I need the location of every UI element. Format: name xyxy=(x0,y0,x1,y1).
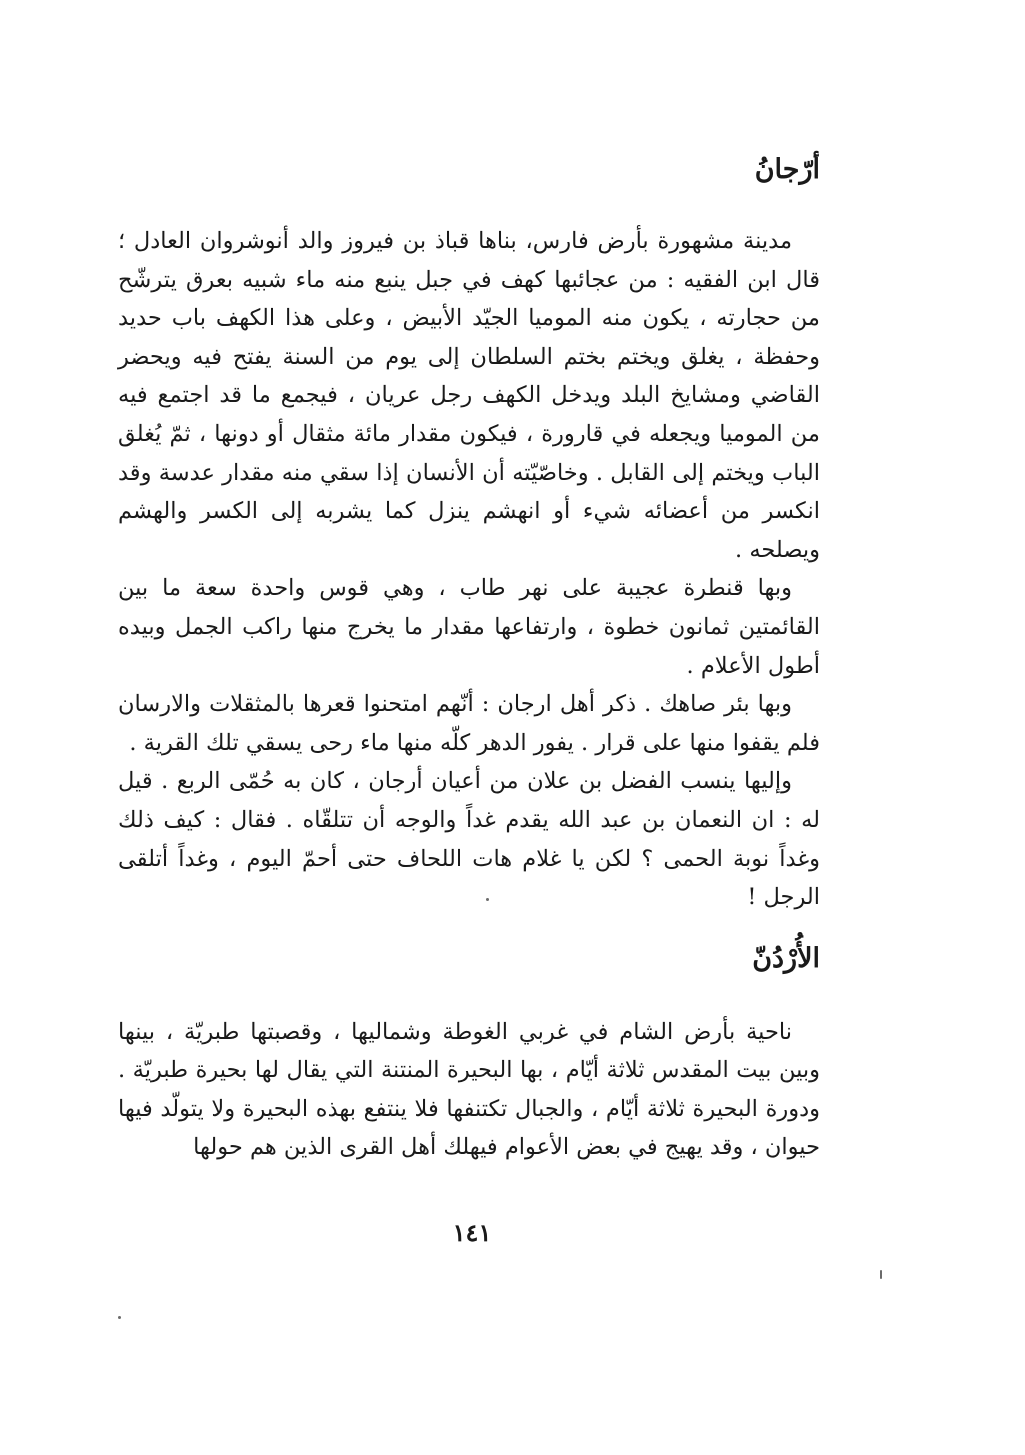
paragraph-arrajan-2: وبها قنطرة عجيبة على نهر طاب ، وهي قوس واحدة سعة ما بين القائمتين ثمانون خطوة ، وارتفاعها مقدار ما يخرج منها راكب الجمل وبيده أطول الأعلام . xyxy=(118,575,820,679)
paragraph-urdunn-1: ناحية بأرض الشام في غربي الغوطة وشماليها ، وقصبتها طبريّة ، بينها وبين بيت المقدس ثلاثة أيّام ، بها البحيرة المنتنة التي يقال لها بحيرة طبريّة . ودورة البحيرة ثلاثة أيّام ، والجبال تكتنفها فلا ينتفع بهذه البحيرة ولا يتولّد فيها حيوان ، وقد يهيج في بعض الأعوام فيهلك أهل القرى الذين هم حولها xyxy=(118,1018,820,1161)
scan-speck xyxy=(880,1270,882,1279)
entry-title-urdunn: الأُرْدُنّ xyxy=(752,942,820,974)
page-number: ١٤١ xyxy=(452,1218,492,1247)
text-column xyxy=(118,150,820,1167)
paragraph-arrajan-3: وبها بئر صاهك . ذكر أهل ارجان : أنّهم امتحنوا قعرها بالمثقلات والارسان فلم يقفوا منها على قرار . يفور الدهر كلّه منها ماء رحى يسقي تلك القرية . xyxy=(118,691,820,756)
paragraph-arrajan-4: وإليها ينسب الفضل بن علان من أعيان أرجان ، كان به حُمّى الربع . قيل له : ان النعمان بن عبد الله يقدم غداً والوجه أن تتلقّاه . فقال : كيف ذلك وغداً نوبة الحمى ؟ لكن يا غلام هات اللحاف حتى أحمّ اليوم ، وغداً أتلقى الرجل ! xyxy=(118,768,820,911)
entry-title-arrajan: أرّجانُ xyxy=(754,154,820,185)
scan-speck xyxy=(486,898,489,901)
paragraph-arrajan-1: مدينة مشهورة بأرض فارس، بناها قباذ بن فيروز والد أنوشروان العادل ؛ قال ابن الفقيه : من عجائبها كهف في جبل ينبع منه ماء شبيه بعرق يترشّح من حجارته ، يكون منه الموميا الجيّد الأبيض ، وعلى هذا الكهف باب حديد وحفظة ، يغلق ويختم بختم السلطان إلى يوم من السنة يفتح فيه ويحضر القاضي ومشايخ البلد ويدخل الكهف رجل عريان ، فيجمع ما قد اجتمع فيه من الموميا ويجعله في قارورة ، فيكون مقدار مائة مثقال أو دونها ، ثمّ يُغلق الباب ويختم إلى القابل . وخاصّيّته أن الأنسان إذا سقي منه مقدار عدسة وقد انكسر من أعضائه شيء أو انهشم ينزل كما يشربه إلى الكسر والهشم ويصلحه . xyxy=(118,228,820,563)
scan-speck xyxy=(118,1316,121,1319)
